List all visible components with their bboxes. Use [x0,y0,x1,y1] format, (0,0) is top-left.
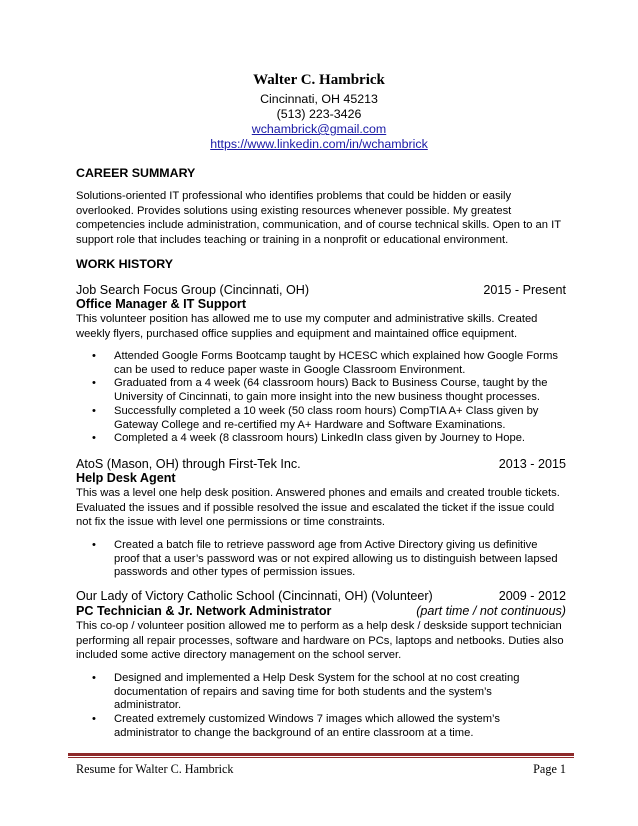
job-3-bullets [76,672,562,741]
job-3-org: Our Lady of Victory Catholic School (Cincinnati, OH) (Volunteer) [76,589,433,603]
footer-title: Resume for Walter C. Hambrick [76,762,234,776]
city-line: Cincinnati, OH 45213 [260,92,378,106]
job-3-header [76,589,566,604]
job-3-description: This co-op / volunteer position allowed me to perform as a help desk / deskside support technician performing all repair processes, software and hardware on PCs, laptops and netbooks. Duties also included some active directory management on the school server. [76,620,564,662]
list-item: • Attended Google Forms Bootcamp taught by HCESC which explained how Google Forms can be used to reduce paper waste in Google Classroom Environment. [76,350,562,377]
email-link[interactable]: wchambrick@gmail.com [251,122,387,136]
job-1-bullets [76,350,562,446]
job-1-dates: 2015 - Present [483,283,566,297]
job-3-note: (part time / not continuous) [416,604,566,618]
linkedin-link[interactable]: https://www.linkedin.com/in/wchambrick [210,137,428,151]
job-1-org: Job Search Focus Group (Cincinnati, OH) [76,283,310,297]
list-item: • Designed and implemented a Help Desk System for the school at no cost creating documentation of repairs and saving time for both students and the system’s administrator. [76,672,562,713]
career-summary-text: Solutions-oriented IT professional who identifies problems that could be hidden or easily overlooked. Provides solutions using existing resources whenever possible. My greatest competencies include administration, communication, and of course technical skills. Open to an IT support role that includes teaching or training in a nonprofit or educational environment. [76,190,561,246]
list-item: • Graduated from a 4 week (64 classroom hours) Back to Business Course, taught by the University of Cincinnati, to gain more insight into the new business thought processes. [76,377,562,404]
work-history-heading: WORK HISTORY [76,257,174,271]
job-2-bullets [76,539,562,580]
resume-name: Walter C. Hambrick [253,72,385,88]
job-2-title: Help Desk Agent [76,471,176,485]
page-footer [76,762,566,777]
career-summary-heading: CAREER SUMMARY [76,166,196,180]
page-number: Page 1 [533,762,566,776]
footer-rule-thin [68,757,574,758]
job-3-title [76,604,566,619]
job-1-title: Office Manager & IT Support [76,297,247,311]
list-item: • Successfully completed a 10 week (50 class room hours) CompTIA A+ Class given by Gateway College and re-certified my A+ Hardware and Software Examinations. [76,405,562,432]
job-3-dates: 2009 - 2012 [498,589,566,603]
list-item: • Completed a 4 week (8 classroom hours) LinkedIn class given by Journey to Hope. [76,432,562,446]
linkedin-line [0,137,638,152]
job-2-description: This was a level one help desk position. Answered phones and emails and created trouble tickets. Evaluated the issues and if possible resolved the issue and escalated the ticket if the issue could not fix the issue with level one permissions or time constraints. [76,487,560,529]
job-2-org: AtoS (Mason, OH) through First-Tek Inc. [76,457,301,471]
job-1-description: This volunteer position has allowed me to use my computer and administrative skills. Created weekly flyers, purchased office supplies and equipment and maintained office equipment. [76,313,538,340]
list-item: • Created extremely customized Windows 7 images which allowed the system’s administrator to change the background of an entire classroom at a time. [76,713,562,740]
job-1-header [76,283,566,298]
email-line [0,122,638,137]
job-2-dates: 2013 - 2015 [498,457,566,471]
footer-rule-thick [68,753,574,756]
job-2-header [76,457,566,472]
job-3-title-text: PC Technician & Jr. Network Administrator [76,604,332,618]
list-item: • Created a batch file to retrieve password age from Active Directory giving us definitive proof that a user’s password was or not expired allowing us to distinguish between lapsed passwords and other types of permission issues. [76,539,562,580]
phone-line: (513) 223-3426 [276,107,362,121]
